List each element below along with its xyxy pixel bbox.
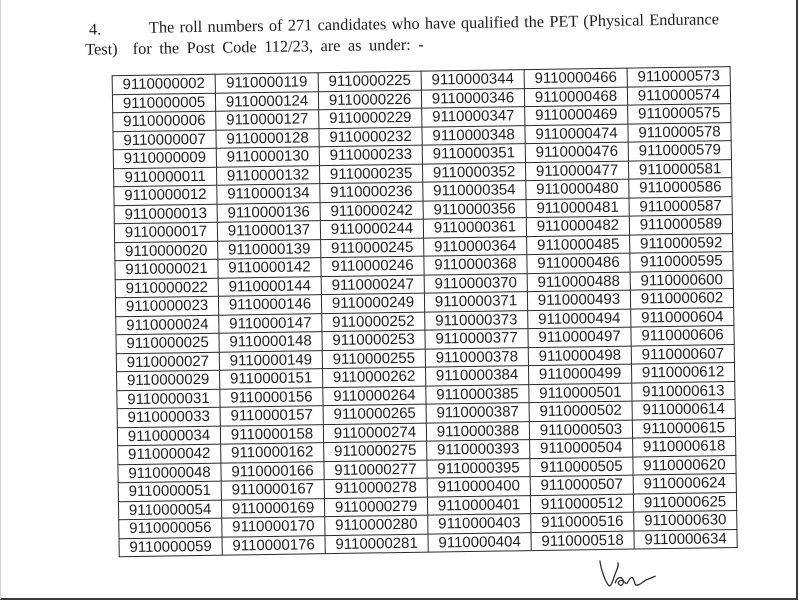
roll-number-cell: 9110000505 <box>530 457 633 477</box>
roll-number-cell: 9110000602 <box>630 289 733 309</box>
roll-number-cell: 9110000618 <box>633 437 736 457</box>
roll-number-cell: 9110000144 <box>218 276 321 296</box>
roll-number-cell: 9110000352 <box>422 162 525 182</box>
roll-number-cell: 9110000130 <box>216 147 319 167</box>
roll-number-cell: 9110000167 <box>221 480 324 500</box>
roll-number-cell: 9110000614 <box>632 400 735 420</box>
roll-number-cell: 9110000147 <box>219 313 322 333</box>
roll-number-cell: 9110000348 <box>422 125 525 145</box>
roll-number-cell: 9110000354 <box>423 181 526 201</box>
roll-number-cell: 9110000384 <box>425 366 528 386</box>
roll-number-cell: 9110000265 <box>323 404 426 424</box>
roll-number-cell: 9110000279 <box>324 497 427 517</box>
roll-number-cell: 9110000127 <box>216 110 319 130</box>
roll-number-cell: 9110000393 <box>427 440 530 460</box>
roll-number-cell: 9110000607 <box>631 344 734 364</box>
roll-number-cell: 9110000024 <box>116 315 219 335</box>
roll-number-cell: 9110000012 <box>114 185 217 205</box>
roll-number-cell: 9110000507 <box>530 475 633 495</box>
roll-number-cell: 9110000051 <box>118 481 221 501</box>
roll-number-cell: 9110000486 <box>527 253 630 273</box>
roll-number-cell: 9110000225 <box>318 71 421 91</box>
roll-number-cell: 9110000476 <box>525 142 628 162</box>
roll-number-cell: 9110000002 <box>112 74 215 94</box>
roll-number-cell: 9110000494 <box>528 309 631 329</box>
roll-number-cell: 9110000574 <box>627 85 730 105</box>
roll-number-cell: 9110000516 <box>531 512 634 532</box>
roll-number-cell: 9110000027 <box>116 352 219 372</box>
roll-number-cell: 9110000387 <box>426 403 529 423</box>
signature <box>595 552 662 593</box>
roll-number-cell: 9110000278 <box>324 478 427 498</box>
roll-number-cell: 9110000395 <box>427 458 530 478</box>
roll-number-cell: 9110000274 <box>323 423 426 443</box>
roll-number-cell: 9110000385 <box>426 384 529 404</box>
roll-number-cell: 9110000007 <box>113 130 216 150</box>
roll-number-cell: 9110000615 <box>632 418 735 438</box>
roll-number-cell: 9110000498 <box>528 346 631 366</box>
roll-number-cell: 9110000156 <box>220 387 323 407</box>
roll-number-cell: 9110000151 <box>220 369 323 389</box>
roll-number-cell: 9110000134 <box>217 184 320 204</box>
roll-number-cell: 9110000233 <box>319 145 422 165</box>
roll-number-cell: 9110000158 <box>220 424 323 444</box>
roll-number-cell: 9110000378 <box>425 347 528 367</box>
roll-number-cell: 9110000139 <box>218 239 321 259</box>
roll-number-cell: 9110000504 <box>530 438 633 458</box>
roll-number-cell: 9110000587 <box>629 196 732 216</box>
roll-number-cell: 9110000403 <box>428 514 531 534</box>
roll-number-cell: 9110000281 <box>325 534 428 554</box>
roll-number-cell: 9110000262 <box>323 367 426 387</box>
roll-number-cell: 9110000042 <box>118 444 221 464</box>
roll-number-cell: 9110000578 <box>628 122 731 142</box>
roll-number-cell: 9110000477 <box>525 161 628 181</box>
roll-number-cell: 9110000589 <box>629 215 732 235</box>
roll-number-table <box>112 66 738 557</box>
roll-number-cell: 9110000162 <box>221 443 324 463</box>
roll-number-cell: 9110000255 <box>322 349 425 369</box>
roll-number-cell: 9110000264 <box>323 386 426 406</box>
roll-number-table-body <box>112 67 737 557</box>
roll-number-cell: 9110000009 <box>113 148 216 168</box>
roll-number-cell: 9110000575 <box>628 104 731 124</box>
roll-number-cell: 9110000600 <box>630 270 733 290</box>
roll-number-cell: 9110000235 <box>319 164 422 184</box>
roll-number-cell: 9110000579 <box>628 141 731 161</box>
roll-number-cell: 9110000401 <box>427 495 530 515</box>
roll-number-cell: 9110000005 <box>112 93 215 113</box>
roll-number-cell: 9110000604 <box>631 307 734 327</box>
roll-number-cell: 9110000275 <box>324 441 427 461</box>
roll-number-cell: 9110000518 <box>531 531 634 551</box>
roll-number-cell: 9110000400 <box>427 477 530 497</box>
roll-number-cell: 9110000624 <box>633 474 736 494</box>
roll-number-cell: 9110000034 <box>117 426 220 446</box>
roll-number-cell: 9110000493 <box>527 290 630 310</box>
roll-number-cell: 9110000277 <box>324 460 427 480</box>
roll-number-cell: 9110000253 <box>322 330 425 350</box>
roll-number-cell: 9110000232 <box>319 127 422 147</box>
roll-number-cell: 9110000021 <box>115 259 218 279</box>
roll-number-cell: 9110000136 <box>217 202 320 222</box>
roll-number-cell: 9110000581 <box>628 159 731 179</box>
roll-number-cell: 9110000512 <box>530 494 633 514</box>
roll-number-cell: 9110000006 <box>113 111 216 131</box>
roll-number-cell: 9110000404 <box>428 532 531 552</box>
roll-number-cell: 9110000499 <box>528 364 631 384</box>
roll-number-cell: 9110000059 <box>119 537 222 557</box>
roll-number-cell: 9110000468 <box>524 87 627 107</box>
roll-number-cell: 9110000242 <box>320 201 423 221</box>
roll-number-cell: 9110000013 <box>114 204 217 224</box>
roll-number-cell: 9110000501 <box>529 383 632 403</box>
roll-number-cell: 9110000620 <box>633 455 736 475</box>
roll-number-cell: 9110000149 <box>219 350 322 370</box>
roll-number-cell: 9110000023 <box>115 296 218 316</box>
roll-number-cell: 9110000166 <box>221 461 324 481</box>
roll-number-cell: 9110000630 <box>634 511 737 531</box>
roll-number-cell: 9110000595 <box>630 252 733 272</box>
roll-number-cell: 9110000377 <box>425 329 528 349</box>
roll-number-cell: 9110000469 <box>525 105 628 125</box>
roll-number-cell: 9110000157 <box>220 406 323 426</box>
roll-number-cell: 9110000481 <box>526 198 629 218</box>
roll-number-cell: 9110000020 <box>115 241 218 261</box>
roll-number-cell: 9110000229 <box>319 108 422 128</box>
signature-stroke <box>600 560 655 586</box>
roll-number-cell: 9110000011 <box>114 167 217 187</box>
roll-number-cell: 9110000048 <box>118 463 221 483</box>
paragraph-text-line-2: Test) for the Post Code 112/23, are as under: - <box>85 34 424 59</box>
roll-number-cell: 9110000474 <box>525 124 628 144</box>
roll-number-cell: 9110000169 <box>221 498 324 518</box>
roll-number-cell: 9110000346 <box>421 88 524 108</box>
roll-number-cell: 9110000503 <box>529 420 632 440</box>
roll-number-cell: 9110000025 <box>116 333 219 353</box>
roll-number-cell: 9110000485 <box>527 235 630 255</box>
roll-number-cell: 9110000137 <box>217 221 320 241</box>
roll-number-cell: 9110000054 <box>118 500 221 520</box>
roll-number-cell: 9110000573 <box>627 67 730 87</box>
roll-number-cell: 9110000466 <box>524 68 627 88</box>
roll-number-cell: 9110000502 <box>529 401 632 421</box>
roll-number-cell: 9110000124 <box>215 91 318 111</box>
paragraph-text-line-1: The roll numbers of 271 candidates who have qualified the PET (Physical Endurance <box>148 9 720 37</box>
roll-number-cell: 9110000247 <box>321 275 424 295</box>
roll-number-cell: 9110000586 <box>629 178 732 198</box>
roll-number-cell: 9110000592 <box>630 233 733 253</box>
roll-number-cell: 9110000245 <box>321 238 424 258</box>
roll-number-cell: 9110000017 <box>114 222 217 242</box>
roll-number-cell: 9110000170 <box>222 517 325 537</box>
roll-number-cell: 9110000146 <box>218 295 321 315</box>
roll-number-cell: 9110000356 <box>423 199 526 219</box>
roll-number-cell: 9110000497 <box>528 327 631 347</box>
roll-number-cell: 9110000613 <box>632 381 735 401</box>
roll-number-cell: 9110000022 <box>115 278 218 298</box>
roll-number-cell: 9110000344 <box>421 70 524 90</box>
roll-number-cell: 9110000368 <box>424 255 527 275</box>
roll-number-cell: 9110000606 <box>631 326 734 346</box>
roll-number-cell: 9110000029 <box>117 370 220 390</box>
roll-number-cell: 9110000351 <box>422 144 525 164</box>
roll-number-cell: 9110000246 <box>321 256 424 276</box>
roll-number-cell: 9110000176 <box>222 535 325 555</box>
roll-number-cell: 9110000488 <box>527 272 630 292</box>
paragraph-number: 4. <box>88 19 102 39</box>
roll-number-cell: 9110000132 <box>217 165 320 185</box>
roll-number-cell: 9110000361 <box>423 218 526 238</box>
roll-number-cell: 9110000373 <box>425 310 528 330</box>
roll-number-cell: 9110000371 <box>424 292 527 312</box>
roll-number-cell: 9110000128 <box>216 128 319 148</box>
roll-number-cell: 9110000370 <box>424 273 527 293</box>
roll-number-cell: 9110000480 <box>526 179 629 199</box>
roll-number-cell: 9110000364 <box>424 236 527 256</box>
roll-number-cell: 9110000056 <box>119 518 222 538</box>
roll-number-cell: 9110000280 <box>325 515 428 535</box>
roll-number-cell: 9110000347 <box>422 107 525 127</box>
roll-number-cell: 9110000249 <box>321 293 424 313</box>
roll-number-cell: 9110000148 <box>219 332 322 352</box>
roll-number-cell: 9110000236 <box>320 182 423 202</box>
roll-number-cell: 9110000142 <box>218 258 321 278</box>
roll-number-cell: 9110000625 <box>633 492 736 512</box>
roll-number-cell: 9110000226 <box>318 90 421 110</box>
roll-number-cell: 9110000634 <box>634 529 737 549</box>
roll-number-cell: 9110000388 <box>426 421 529 441</box>
roll-number-cell: 9110000612 <box>631 363 734 383</box>
roll-number-cell: 9110000119 <box>215 73 318 93</box>
roll-number-cell: 9110000033 <box>117 407 220 427</box>
roll-number-cell: 9110000244 <box>320 219 423 239</box>
roll-number-cell: 9110000031 <box>117 389 220 409</box>
roll-number-cell: 9110000252 <box>322 312 425 332</box>
roll-number-cell: 9110000482 <box>526 216 629 236</box>
